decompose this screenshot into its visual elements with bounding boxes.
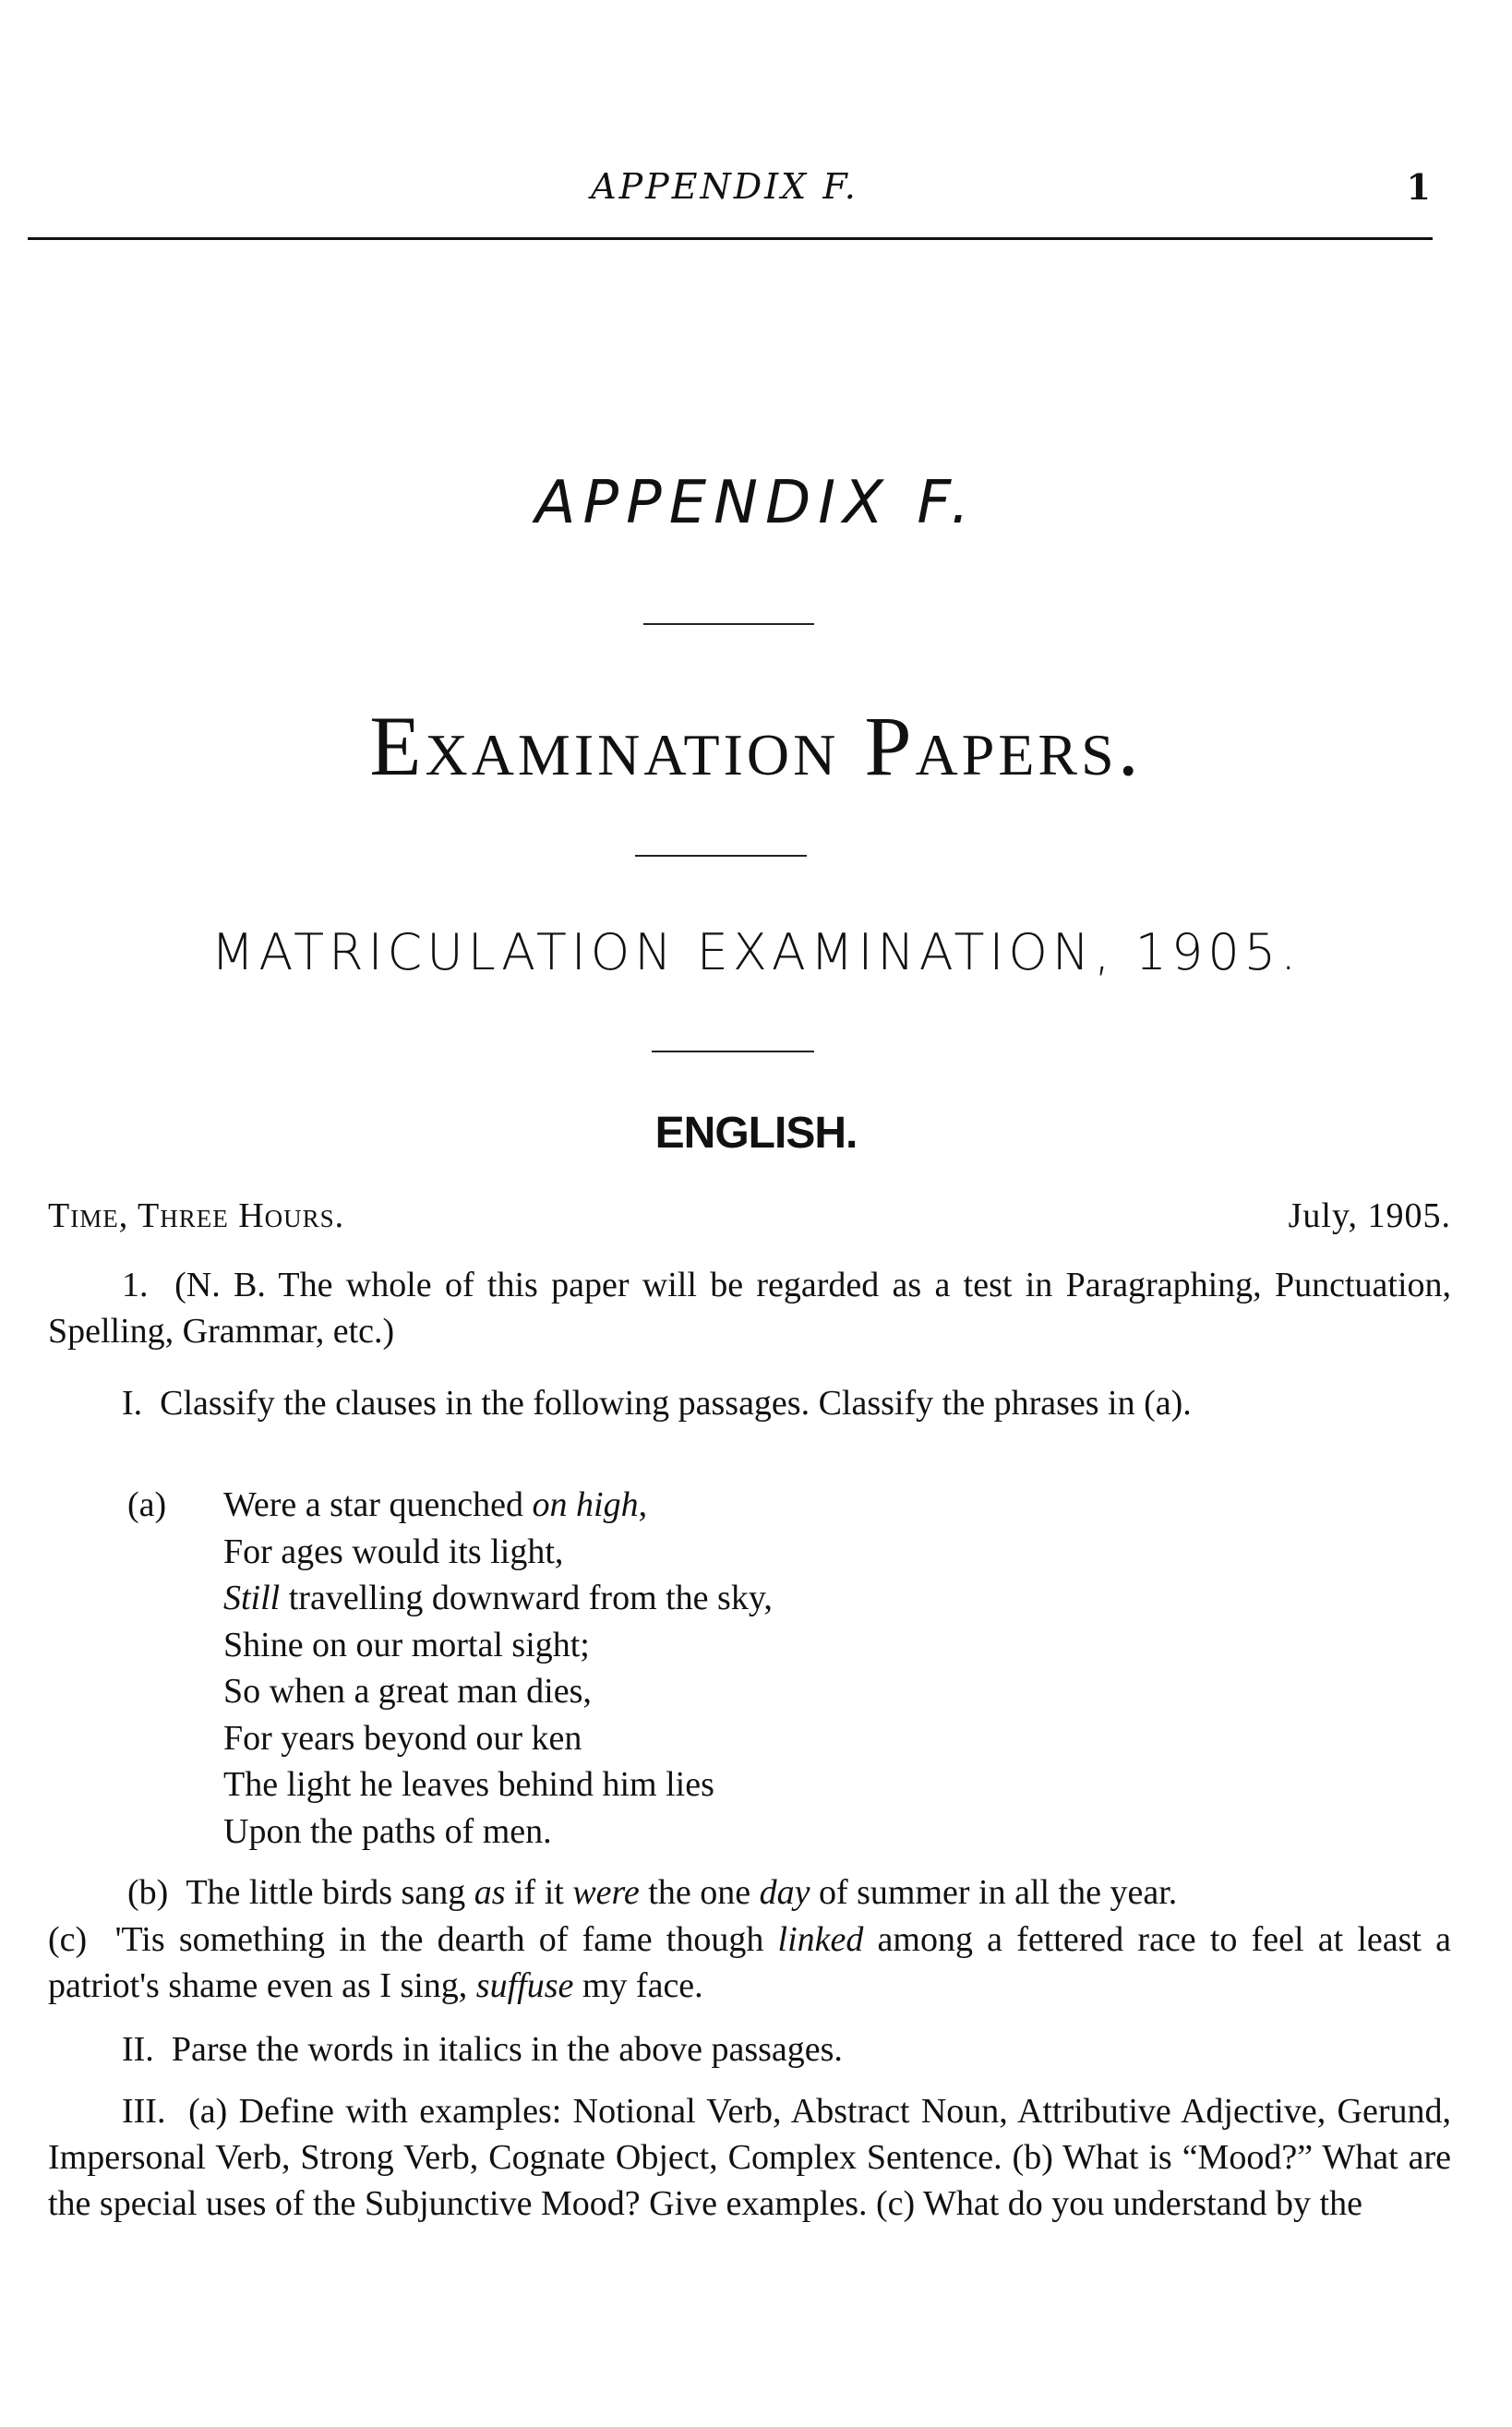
poem-line: For ages would its light, [223,1532,564,1571]
time-allowed: Time, Three Hours. [48,1196,345,1235]
question-1 [48,1262,1451,1354]
poem-line: Shine on our mortal sight; [223,1625,590,1664]
question-number: III. [122,2092,166,2131]
poem-line: So when a great man dies, [223,1672,592,1711]
passage-label: (c) [48,1920,88,1959]
time-line [48,1193,1451,1239]
poem-line: Were a star quenched on high, [223,1485,648,1524]
ornament-rule [643,623,814,625]
question-II [48,2026,1451,2073]
question-III [48,2088,1451,2227]
matric-title: MATRICULATION EXAMINATION, 1905. [210,923,1302,981]
question-number: I. [122,1384,143,1423]
question-number: II. [122,2030,154,2069]
page-number: 1 [1406,166,1431,208]
passage-label: (b) [127,1873,169,1912]
exam-title: Examination Papers. [369,699,1143,793]
subject-heading: ENGLISH. [654,1109,858,1158]
ornament-rule [652,1051,814,1052]
question-number: 1. [122,1266,149,1304]
poem-line: Upon the paths of men. [223,1811,552,1851]
poem-line: Still travelling downward from the sky, [223,1579,773,1617]
question-text: (a) Define with examples: Notional Verb, Abstract Noun, Attributive Adjective, Gerund, Impersonal Verb, Strong Verb, Cognate Object, Complex Sentence. (b) What is “Mood?” What are the special uses of the Subjunctive Mood? Give examples. (c) What do you understand by the [48,2092,1451,2223]
poem-line: For years beyond our ken [223,1718,582,1758]
passage-b: (b) The little birds sang as if it were the one day of summer in all the year. [127,1873,1178,1912]
question-I [48,1380,1451,1426]
running-title: APPENDIX F. [591,166,858,207]
question-text: (N. B. The whole of this paper will be regarded as a test in Paragraphing, Punctuation, Spelling, Grammar, etc.) [48,1266,1451,1351]
poem-line: The light he leaves behind him lies [223,1765,714,1804]
question-text: Parse the words in italics in the above passages. [171,2030,843,2069]
question-text: Classify the clauses in the following passages. Classify the phrases in (a). [160,1384,1192,1423]
poem-lines [223,1482,773,1855]
ornament-rule [635,855,807,857]
running-header [37,166,1431,222]
appendix-title: APPENDIX F. [534,469,978,537]
passage-c: (c) 'Tis something in the dearth of fame though linked among a fettered race to feel at least a patriot's shame even as I sing, suffuse my face. [48,1920,1452,2005]
header-rule [28,237,1433,240]
exam-date: July, 1905. [1288,1196,1451,1235]
passage-label: (a) [127,1485,167,1524]
